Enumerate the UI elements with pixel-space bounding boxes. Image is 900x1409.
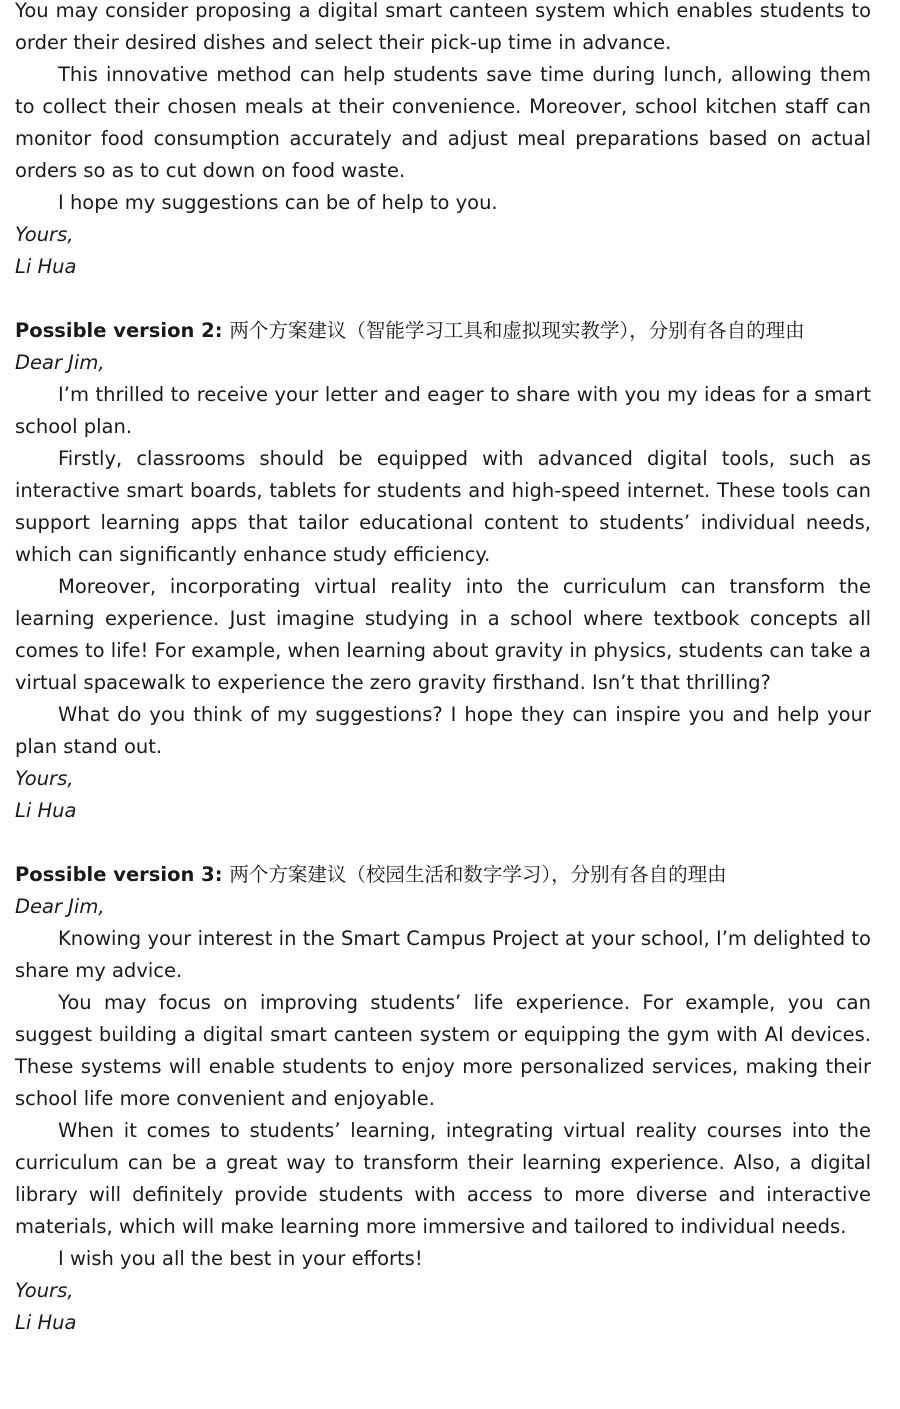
paragraph: What do you think of my suggestions? I hope they can inspire you and help your plan stand out. <box>15 703 871 758</box>
section-gap <box>15 827 871 859</box>
paragraph: Knowing your interest in the Smart Campus Project at your school, I’m delighted to share my advice. <box>15 927 871 982</box>
paragraph: This innovative method can help students save time during lunch, allowing them to collect their chosen meals at their convenience. Moreover, school kitchen staff can monitor food consumption accurately and adjust meal preparations based on actual orders so as to cut down on food waste. <box>15 63 871 182</box>
paragraph: I hope my suggestions can be of help to you. <box>58 191 498 214</box>
paragraph: I’m thrilled to receive your letter and eager to share with you my ideas for a smart school plan. <box>15 383 871 438</box>
heading-chinese: 两个方案建议（校园生活和数字学习），分别有各自的理由 <box>229 863 727 886</box>
salutation: Dear Jim, <box>15 895 105 918</box>
heading-chinese: 两个方案建议（智能学习工具和虚拟现实教学），分别有各自的理由 <box>229 319 805 342</box>
closing: Yours, <box>15 223 74 246</box>
paragraph: You may consider proposing a digital smart canteen system which enables students to order their desired dishes and select their pick-up time in advance. <box>15 0 871 54</box>
heading-label: Possible version 3: <box>15 863 223 886</box>
paragraph: Moreover, incorporating virtual reality into the curriculum can transform the learning experience. Just imagine studying in a school where textbook concepts all comes to life! For example, when learning about gravity in physics, students can take a virtual spacewalk to experience the zero gravity firsthand. Isn’t that thrilling? <box>15 575 871 694</box>
paragraph: You may focus on improving students’ life experience. For example, you can suggest building a digital smart canteen system or equipping the gym with AI devices. These systems will enable students to enjoy more personalized services, making their school life more convenient and enjoyable. <box>15 991 871 1110</box>
version-2 <box>15 315 871 827</box>
salutation: Dear Jim, <box>15 351 105 374</box>
section-heading <box>15 315 871 347</box>
signature: Li Hua <box>15 799 77 822</box>
closing: Yours, <box>15 767 74 790</box>
signature: Li Hua <box>15 1311 77 1334</box>
paragraph: Firstly, classrooms should be equipped with advanced digital tools, such as interactive smart boards, tablets for students and high-speed internet. These tools can support learning apps that tailor educational content to students’ individual needs, which can significantly enhance study efficiency. <box>15 447 871 566</box>
document-page <box>15 0 871 1339</box>
section-gap <box>15 283 871 315</box>
closing: Yours, <box>15 1279 74 1302</box>
signature: Li Hua <box>15 255 77 278</box>
heading-label: Possible version 2: <box>15 319 223 342</box>
section-heading <box>15 859 871 891</box>
version-1-continuation <box>15 0 871 283</box>
version-3 <box>15 859 871 1339</box>
paragraph: I wish you all the best in your efforts! <box>58 1247 423 1270</box>
paragraph: When it comes to students’ learning, integrating virtual reality courses into the curriculum can be a great way to transform their learning experience. Also, a digital library will definitely provide students with access to more diverse and interactive materials, which will make learning more immersive and tailored to individual needs. <box>15 1119 871 1238</box>
